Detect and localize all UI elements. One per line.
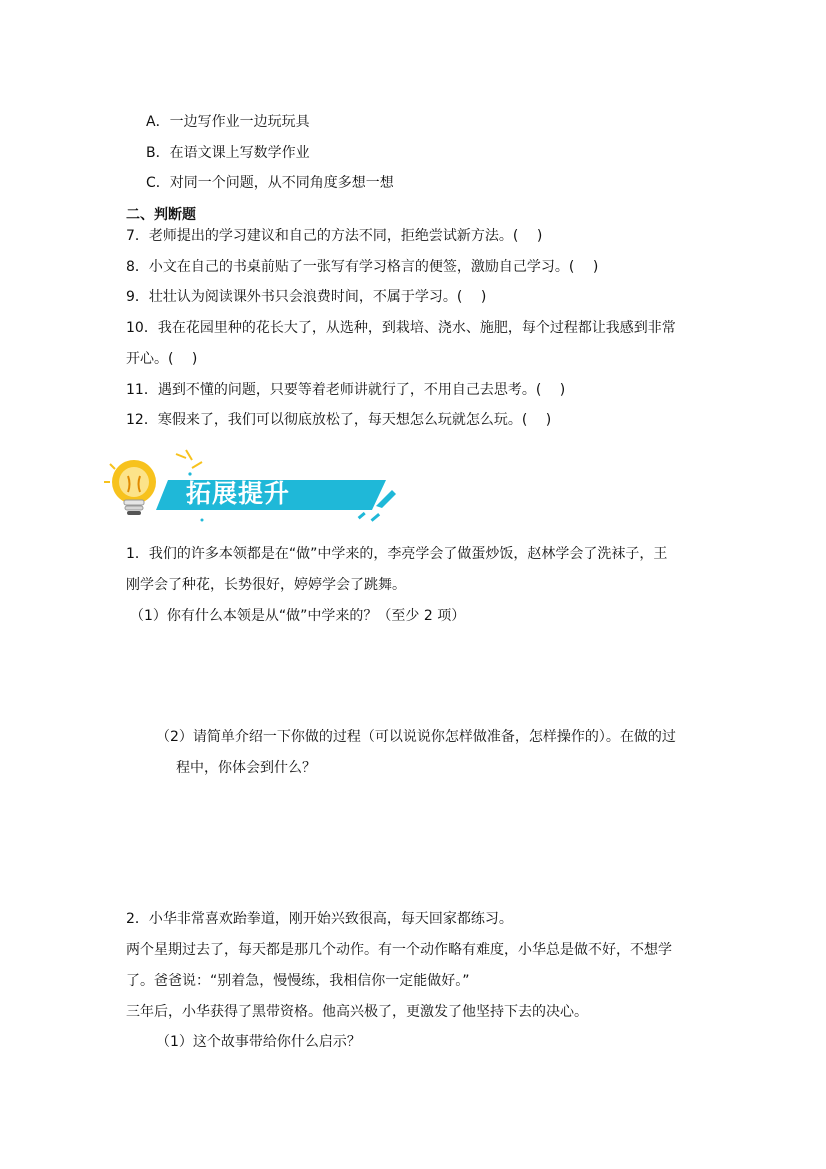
judgement-item-8: 8．小文在自己的书桌前贴了一张写有学习格言的便签，激励自己学习。( ) (126, 259, 599, 275)
q2-text-line3: 了。爸爸说：“别着急，慢慢练，我相信你一定能做好。” (126, 973, 470, 989)
q1-sub2-line1: （2）请简单介绍一下你做的过程（可以说说你怎样做准备，怎样操作的）。在做的过 (156, 729, 676, 745)
judgement-item-7: 7．老师提出的学习建议和自己的方法不同，拒绝尝试新方法。( ) (126, 228, 543, 244)
option-b: B．在语文课上写数学作业 (146, 145, 310, 161)
option-c: C．对同一个问题，从不同角度多想一想 (146, 175, 394, 191)
q2-text-line4: 三年后，小华获得了黑带资格。他高兴极了，更激发了他坚持下去的决心。 (126, 1004, 588, 1020)
judgement-item-10: 10．我在花园里种的花长大了，从选种，到栽培、浇水、施肥，每个过程都让我感到非常 (126, 320, 676, 336)
banner-title: 拓展提升 (186, 479, 291, 508)
lightbulb-icon (100, 456, 170, 518)
judgement-item-12: 12．寒假来了，我们可以彻底放松了，每天想怎么玩就怎么玩。( ) (126, 412, 552, 428)
judgement-item-10-cont: 开心。( ) (126, 351, 198, 367)
q1-text-line1: 1．我们的许多本领都是在“做”中学来的，李亮学会了做蛋炒饭，赵林学会了洗袜子，王 (126, 546, 668, 562)
q1-text-line2: 刚学会了种花，长势很好，婷婷学会了跳舞。 (126, 577, 406, 593)
q1-sub2-line2: 程中，你体会到什么？ (176, 760, 316, 776)
section-title-judgement: 二、判断题 (126, 207, 196, 223)
judgement-item-11: 11．遇到不懂的问题，只要等着老师讲就行了，不用自己去思考。( ) (126, 382, 566, 398)
q1-sub1: （1）你有什么本领是从“做”中学来的？（至少 2 项） (130, 608, 466, 624)
q2-text-line1: 2．小华非常喜欢跆拳道，刚开始兴致很高，每天回家都练习。 (126, 911, 513, 927)
q2-text-line2: 两个星期过去了，每天都是那几个动作。有一个动作略有难度，小华总是做不好，不想学 (126, 942, 672, 958)
option-a: A．一边写作业一边玩玩具 (146, 114, 310, 130)
q2-sub1: （1）这个故事带给你什么启示？ (156, 1034, 361, 1050)
judgement-item-9: 9．壮壮认为阅读课外书只会浪费时间，不属于学习。( ) (126, 289, 487, 305)
